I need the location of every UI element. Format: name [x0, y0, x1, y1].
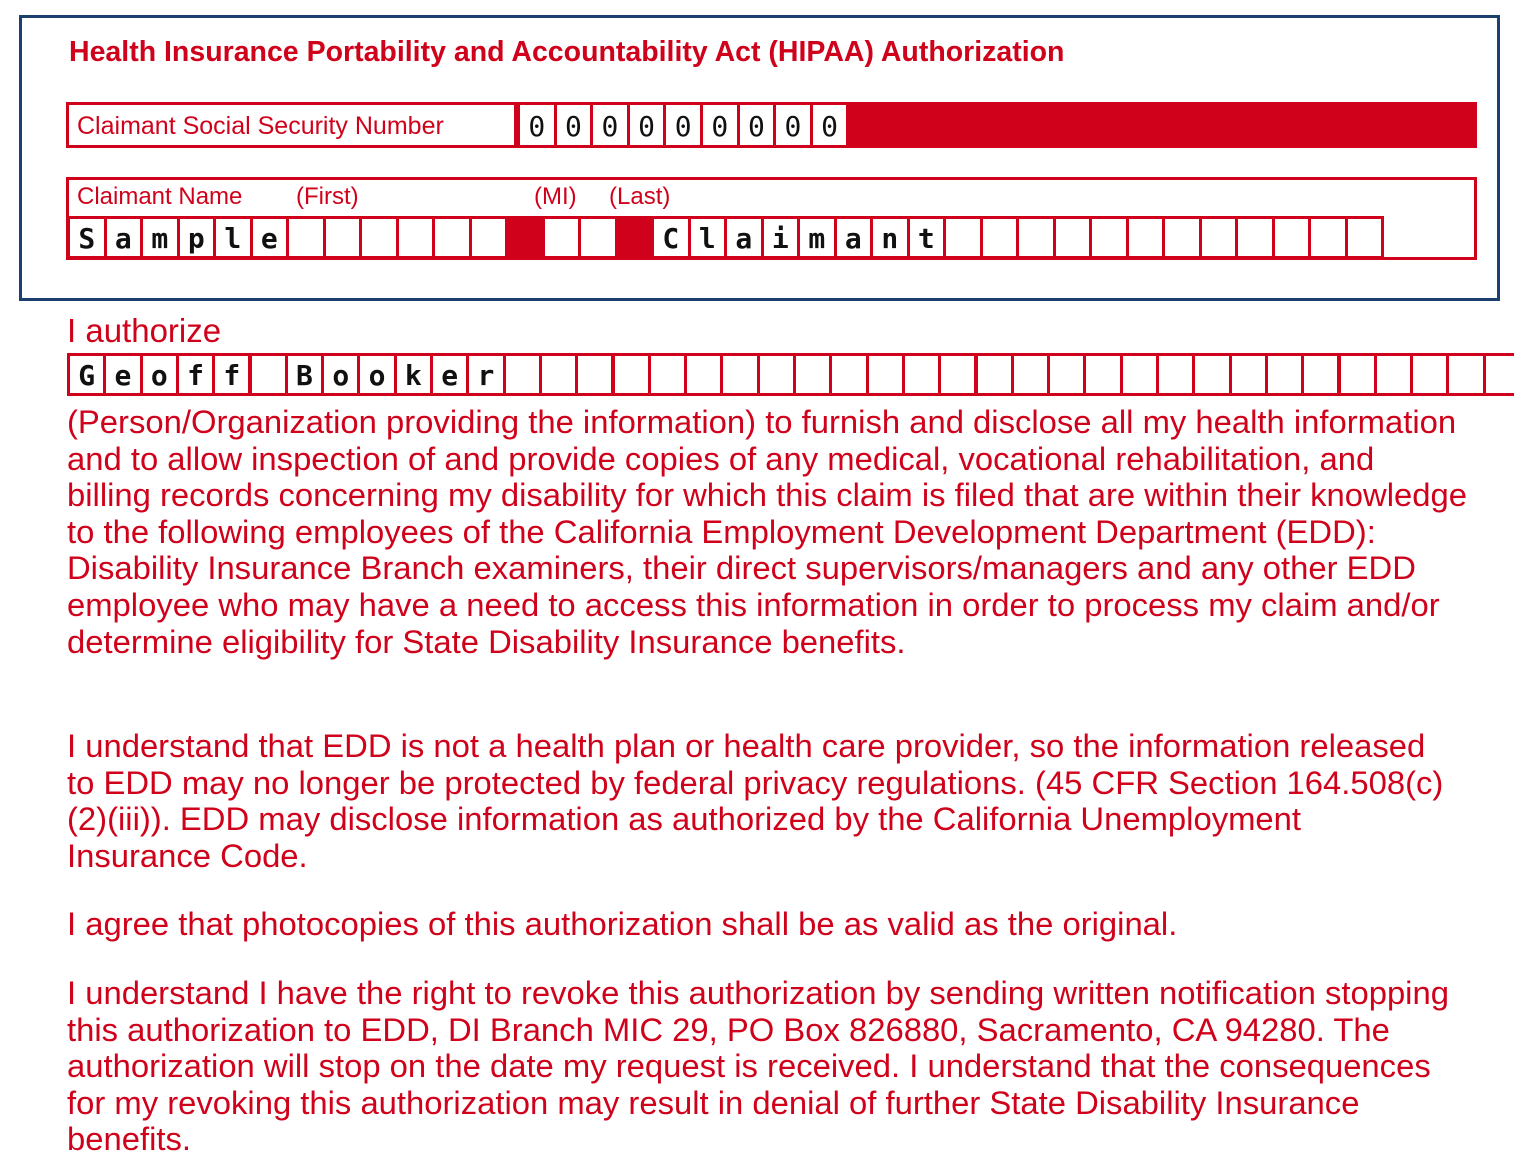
last-name-char-cell[interactable]	[1053, 216, 1093, 259]
authorize-label: I authorize	[67, 312, 222, 349]
authorized-party-char-cell[interactable]	[1483, 353, 1514, 396]
last-name-char-cell[interactable]: l	[688, 216, 728, 259]
authorized-party-char-cell[interactable]	[1410, 353, 1449, 396]
last-name-label: (Last)	[609, 183, 671, 210]
last-name-char-cell[interactable]: C	[651, 216, 691, 259]
ssn-digit-cell[interactable]: 0	[554, 102, 594, 148]
authorized-party-char-cell[interactable]	[1229, 353, 1268, 396]
first-name-char-cell[interactable]	[359, 216, 399, 259]
authorized-party-char-cell[interactable]	[829, 353, 868, 396]
first-name-char-cell[interactable]: l	[213, 216, 253, 259]
authorized-party-char-cell[interactable]: o	[321, 353, 360, 396]
last-name-char-cell[interactable]	[1016, 216, 1056, 259]
authorized-party-char-cell[interactable]	[1192, 353, 1231, 396]
authorized-party-char-cell[interactable]	[902, 353, 941, 396]
first-name-char-cell[interactable]	[432, 216, 472, 259]
authorized-party-char-cell[interactable]	[1120, 353, 1159, 396]
authorized-party-char-cell[interactable]	[1083, 353, 1122, 396]
last-name-char-cell[interactable]: a	[724, 216, 764, 259]
authorized-party-char-cell[interactable]	[1156, 353, 1195, 396]
ssn-filler	[842, 102, 1477, 148]
authorized-party-char-cell[interactable]	[1338, 353, 1377, 396]
first-name-char-cell[interactable]	[286, 216, 326, 259]
revocation-paragraph: I understand I have the right to revoke this authorization by sending written notification stopping this authorization to EDD, DI Branch MIC 29, PO Box 826880, Sacramento, CA 94280. The authorization will stop on the date my request is received. I understand that the consequences for my revoking this authorization may result in denial of further State Disability Insurance benefits.	[67, 974, 1449, 1158]
ssn-digit-cell[interactable]: 0	[773, 102, 813, 148]
privacy-paragraph: I understand that EDD is not a health plan or health care provider, so the information released to EDD may no longer be protected by federal privacy regulations. (45 CFR Section 164.508(c)(2)(iii)). EDD may disclose information as authorized by the California Unemployment Insurance Code.	[67, 727, 1444, 874]
last-name-char-cell[interactable]: i	[761, 216, 801, 259]
ssn-digit-cell[interactable]: 0	[517, 102, 557, 148]
ssn-label: Claimant Social Security Number	[77, 112, 444, 140]
authorized-party-char-cell[interactable]: G	[67, 353, 106, 396]
first-name-char-cell[interactable]: m	[140, 216, 180, 259]
authorized-party-char-cell[interactable]	[975, 353, 1014, 396]
authorized-party-char-cell[interactable]: f	[212, 353, 251, 396]
authorized-party-char-cell[interactable]	[1047, 353, 1086, 396]
ssn-digit-cell[interactable]: 0	[810, 102, 850, 148]
name-separator	[615, 216, 655, 259]
last-name-char-cell[interactable]	[1089, 216, 1129, 259]
first-name-char-cell[interactable]: e	[250, 216, 290, 259]
first-name-char-cell[interactable]	[396, 216, 436, 259]
form-title: Health Insurance Portability and Accountability Act (HIPAA) Authorization	[69, 36, 1065, 68]
last-name-char-cell[interactable]	[1308, 216, 1348, 259]
last-name-char-cell[interactable]: a	[834, 216, 874, 259]
authorized-party-char-cell[interactable]	[539, 353, 578, 396]
last-name-char-cell[interactable]: m	[797, 216, 837, 259]
authorized-party-char-cell[interactable]	[938, 353, 977, 396]
last-name-char-cell[interactable]: t	[907, 216, 947, 259]
authorized-party-char-cell[interactable]: f	[176, 353, 215, 396]
authorized-party-char-cell[interactable]: o	[357, 353, 396, 396]
last-name-char-cell[interactable]	[980, 216, 1020, 259]
first-name-char-cell[interactable]: S	[67, 216, 107, 259]
ssn-digit-cell[interactable]: 0	[627, 102, 667, 148]
middle-initial-label: (MI)	[534, 183, 577, 210]
last-name-char-cell[interactable]	[1162, 216, 1202, 259]
middle-initial-char-cell[interactable]	[578, 216, 618, 259]
ssn-digit-cell[interactable]: 0	[590, 102, 630, 148]
authorized-party-char-cell[interactable]	[866, 353, 905, 396]
middle-initial-char-cell[interactable]	[542, 216, 582, 259]
authorized-party-char-cell[interactable]: r	[466, 353, 505, 396]
last-name-char-cell[interactable]	[1126, 216, 1166, 259]
authorized-party-char-cell[interactable]	[757, 353, 796, 396]
authorized-party-char-cell[interactable]	[1374, 353, 1413, 396]
authorized-party-char-cell[interactable]: o	[140, 353, 179, 396]
authorization-paragraph: (Person/Organization providing the information) to furnish and disclose all my health information and to allow inspection of and provide copies of any medical, vocational rehabilitation, and billing records concerning my disability for which this claim is filed that are within their knowledge to the following employees of the California Employment Development Department (EDD): Disability Insurance Branch examiners, their direct supervisors/managers and any other EDD employee who may have a need to access this information in order to process my claim and/or determine eligibility for State Disability Insurance benefits.	[67, 403, 1467, 660]
last-name-char-cell[interactable]	[1272, 216, 1312, 259]
authorized-party-char-cell[interactable]: B	[285, 353, 324, 396]
authorized-party-char-cell[interactable]	[1011, 353, 1050, 396]
authorized-party-char-cell[interactable]: k	[394, 353, 433, 396]
ssn-digit-cell[interactable]: 0	[700, 102, 740, 148]
authorized-party-char-cell[interactable]	[503, 353, 542, 396]
last-name-char-cell[interactable]	[1199, 216, 1239, 259]
last-name-char-cell[interactable]: n	[870, 216, 910, 259]
authorized-party-char-cell[interactable]	[793, 353, 832, 396]
authorized-party-char-cell[interactable]	[1265, 353, 1304, 396]
authorized-party-char-cell[interactable]: e	[103, 353, 142, 396]
ssn-digit-cell[interactable]: 0	[663, 102, 703, 148]
authorized-party-char-cell[interactable]	[249, 353, 288, 396]
claimant-name-label: Claimant Name	[77, 183, 243, 210]
authorized-party-char-cell[interactable]: e	[430, 353, 469, 396]
first-name-char-cell[interactable]: p	[177, 216, 217, 259]
authorized-party-char-cell[interactable]	[1301, 353, 1340, 396]
first-name-char-cell[interactable]	[469, 216, 509, 259]
first-name-char-cell[interactable]: a	[104, 216, 144, 259]
ssn-digit-cell[interactable]: 0	[737, 102, 777, 148]
first-name-label: (First)	[296, 183, 359, 210]
authorized-party-char-cell[interactable]	[648, 353, 687, 396]
authorized-party-char-cell[interactable]	[612, 353, 651, 396]
last-name-char-cell[interactable]	[1235, 216, 1275, 259]
photocopy-paragraph: I agree that photocopies of this authorization shall be as valid as the original.	[67, 905, 1178, 942]
last-name-char-cell[interactable]	[943, 216, 983, 259]
authorized-party-char-cell[interactable]	[684, 353, 723, 396]
authorized-party-char-cell[interactable]	[1446, 353, 1485, 396]
name-separator	[505, 216, 545, 259]
first-name-char-cell[interactable]	[323, 216, 363, 259]
authorized-party-char-cell[interactable]	[720, 353, 759, 396]
last-name-char-cell[interactable]	[1345, 216, 1385, 259]
authorized-party-char-cell[interactable]	[575, 353, 614, 396]
